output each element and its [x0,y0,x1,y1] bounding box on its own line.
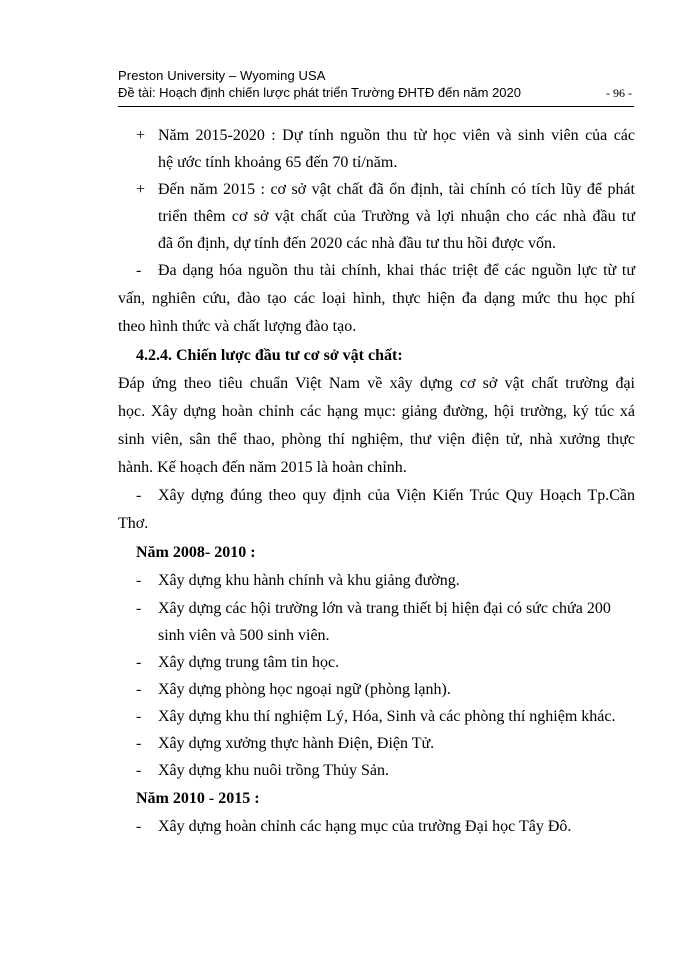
list-item-text: Xây dựng phòng học ngoại ngữ (phòng lạnh). [158,681,451,698]
page-header [118,68,634,102]
list-item-text: Xây dựng khu nuôi trồng Thủy Sản. [158,762,390,779]
dash-item-regulation-line-2: Thơ. [118,515,149,532]
header-topic: Đề tài: Hoạch định chiến lược phát triển Trường ĐHTĐ đến năm 2020 [118,85,521,100]
plus-item-2-line-2: triển thêm cơ sở vật chất của Trường và lợi nhuận cho các nhà đầu tư [158,208,635,225]
dash-item-finance-line-1: Đa dạng hóa nguồn thu tài chính, khai thác triệt để các nguồn lực từ tư [158,262,635,279]
section-heading: 4.2.4. Chiến lược đầu tư cơ sở vật chất: [136,347,403,364]
dash-marker: - [136,762,142,779]
dash-marker: - [136,262,142,279]
list-item-text: Xây dựng hoàn chỉnh các hạng mục của trường Đại học Tây Đô. [158,818,572,835]
dash-marker: - [136,681,142,698]
dash-marker: - [136,600,142,617]
list-item-text: Xây dựng khu hành chính và khu giảng đường. [158,572,460,589]
period-2008-2010-heading: Năm 2008- 2010 : [136,544,256,561]
dash-marker: - [136,818,142,835]
paragraph-line-2: học. Xây dựng hoàn chỉnh các hạng mục: giảng đường, hội trường, ký túc xá [118,403,635,420]
header-topic-line [118,84,634,102]
list-item-text: Xây dựng khu thí nghiệm Lý, Hóa, Sinh và các phòng thí nghiệm khác. [158,708,616,725]
plus-marker: + [136,181,146,198]
page-number: - 96 - [606,86,632,100]
list-item-text: Xây dựng các hội trường lớn và trang thiết bị hiện đại có sức chứa 200 [158,600,611,617]
list-item-continuation: sinh viên và 500 sinh viên. [158,627,330,644]
paragraph-line-3: sinh viên, sân thể thao, phòng thí nghiệm, thư viện điện tử, nhà xưởng thực [118,431,635,448]
paragraph-line-1: Đáp ứng theo tiêu chuẩn Việt Nam về xây dựng cơ sở vật chất trường đại [118,375,635,392]
plus-item-1-line-2: hệ ước tính khoảng 65 đến 70 tỉ/năm. [158,154,398,171]
dash-item-finance-line-3: theo hình thức và chất lượng đào tạo. [118,318,357,335]
plus-item-2-line-1: Đến năm 2015 : cơ sở vật chất đã ổn định, tài chính có tích lũy để phát [158,181,635,198]
period-2010-2015-heading: Năm 2010 - 2015 : [136,790,260,807]
plus-marker: + [136,127,146,144]
dash-marker: - [136,654,142,671]
dash-item-regulation-line-1: Xây dựng đúng theo quy định của Viện Kiến Trúc Quy Hoạch Tp.Cần [158,487,635,504]
plus-item-1-line-1: Năm 2015-2020 : Dự tính nguồn thu từ học viên và sinh viên của các [158,127,635,144]
paragraph-line-4: hành. Kế hoạch đến năm 2015 là hoàn chỉnh. [118,459,407,476]
list-item-text: Xây dựng xưởng thực hành Điện, Điện Tử. [158,735,435,752]
dash-marker: - [136,572,142,589]
dash-item-finance-line-2: vấn, nghiên cứu, đào tạo các loại hình, thực hiện đa dạng mức thu học phí [118,290,635,307]
dash-marker: - [136,708,142,725]
plus-item-2-line-3: đã ổn định, dự tính đến 2020 các nhà đầu tư thu hồi được vốn. [158,235,556,252]
list-item-text: Xây dựng trung tâm tin học. [158,654,340,671]
header-rule [118,106,634,107]
header-university: Preston University – Wyoming USA [118,68,326,83]
dash-marker: - [136,487,142,504]
dash-marker: - [136,735,142,752]
